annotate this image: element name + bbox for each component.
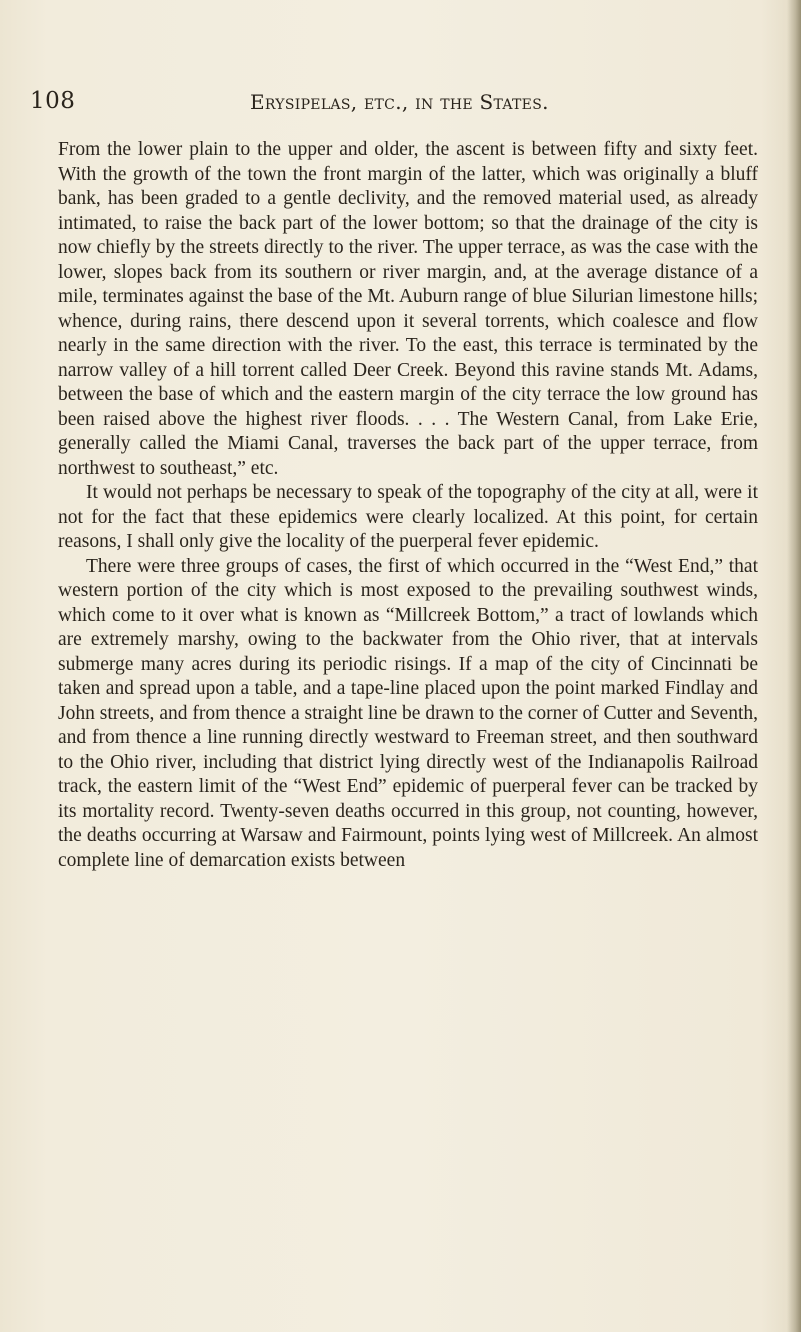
page-number: 108 — [30, 88, 76, 114]
paragraph-west-end-group: There were three groups of cases, the first of which occurred in the “West End,” that western portion of the city which is most exposed to the prevailing southwest winds, which come to it over what is known as “Millcreek Bottom,” a tract of lowlands which are extremely marshy, owing to the backwater from the Ohio river, that at intervals submerge many acres during its periodic risings. If a map of the city of Cincinnati be taken and spread upon a table, and a tape-line placed upon the point marked Findlay and John streets, and from thence a straight line be drawn to the corner of Cutter and Seventh, and from thence a line running directly westward to Freeman street, and then southward to the Ohio river, including that district lying directly west of the Indianapolis Railroad track, the eastern limit of the “West End” epidemic of puerperal fever can be tracked by its mortality record. Twenty-seven deaths occurred in this group, not counting, however, the deaths occurring at Warsaw and Fairmount, points lying west of Millcreek. An almost complete line of demarcation exists between — [58, 555, 758, 871]
paragraph-topography-quote: From the lower plain to the upper and older, the ascent is between fifty and sixty feet. With the growth of the town the front margin of the latter, which was originally a bluff bank, has been graded to a gentle declivity, and the removed material used, as already intimated, to raise the back part of the lower bottom; so that the drainage of the city is now chiefly by the streets directly to the river. The upper terrace, as was the case with the lower, slopes back from its southern or river margin, and, at the average distance of a mile, terminates against the base of the Mt. Auburn range of blue Silurian limestone hills; whence, during rains, there descend upon it several torrents, which coalesce and flow nearly in the same direction with the river. To the east, this terrace is terminated by the narrow valley of a hill torrent called Deer Creek. Beyond this ravine stands Mt. Adams, between the base of which and the eastern margin of the city terrace the low ground has been raised above the highest river floods. . . . The Western Canal, from Lake Erie, generally called the Miami Canal, traverses the back part of the upper terrace, from northwest to southeast,” etc. — [58, 139, 758, 479]
page-header — [30, 88, 770, 128]
body-text — [58, 138, 758, 873]
page-edge-shadow — [787, 0, 801, 1332]
running-head: Erysipelas, etc., in the States. — [250, 90, 549, 114]
paragraph-localization: It would not perhaps be necessary to speak of the topography of the city at all, were it not for the fact that these epidemics were clearly localized. At this point, for certain reasons, I shall only give the locality of the puerperal fever epidemic. — [58, 482, 758, 552]
